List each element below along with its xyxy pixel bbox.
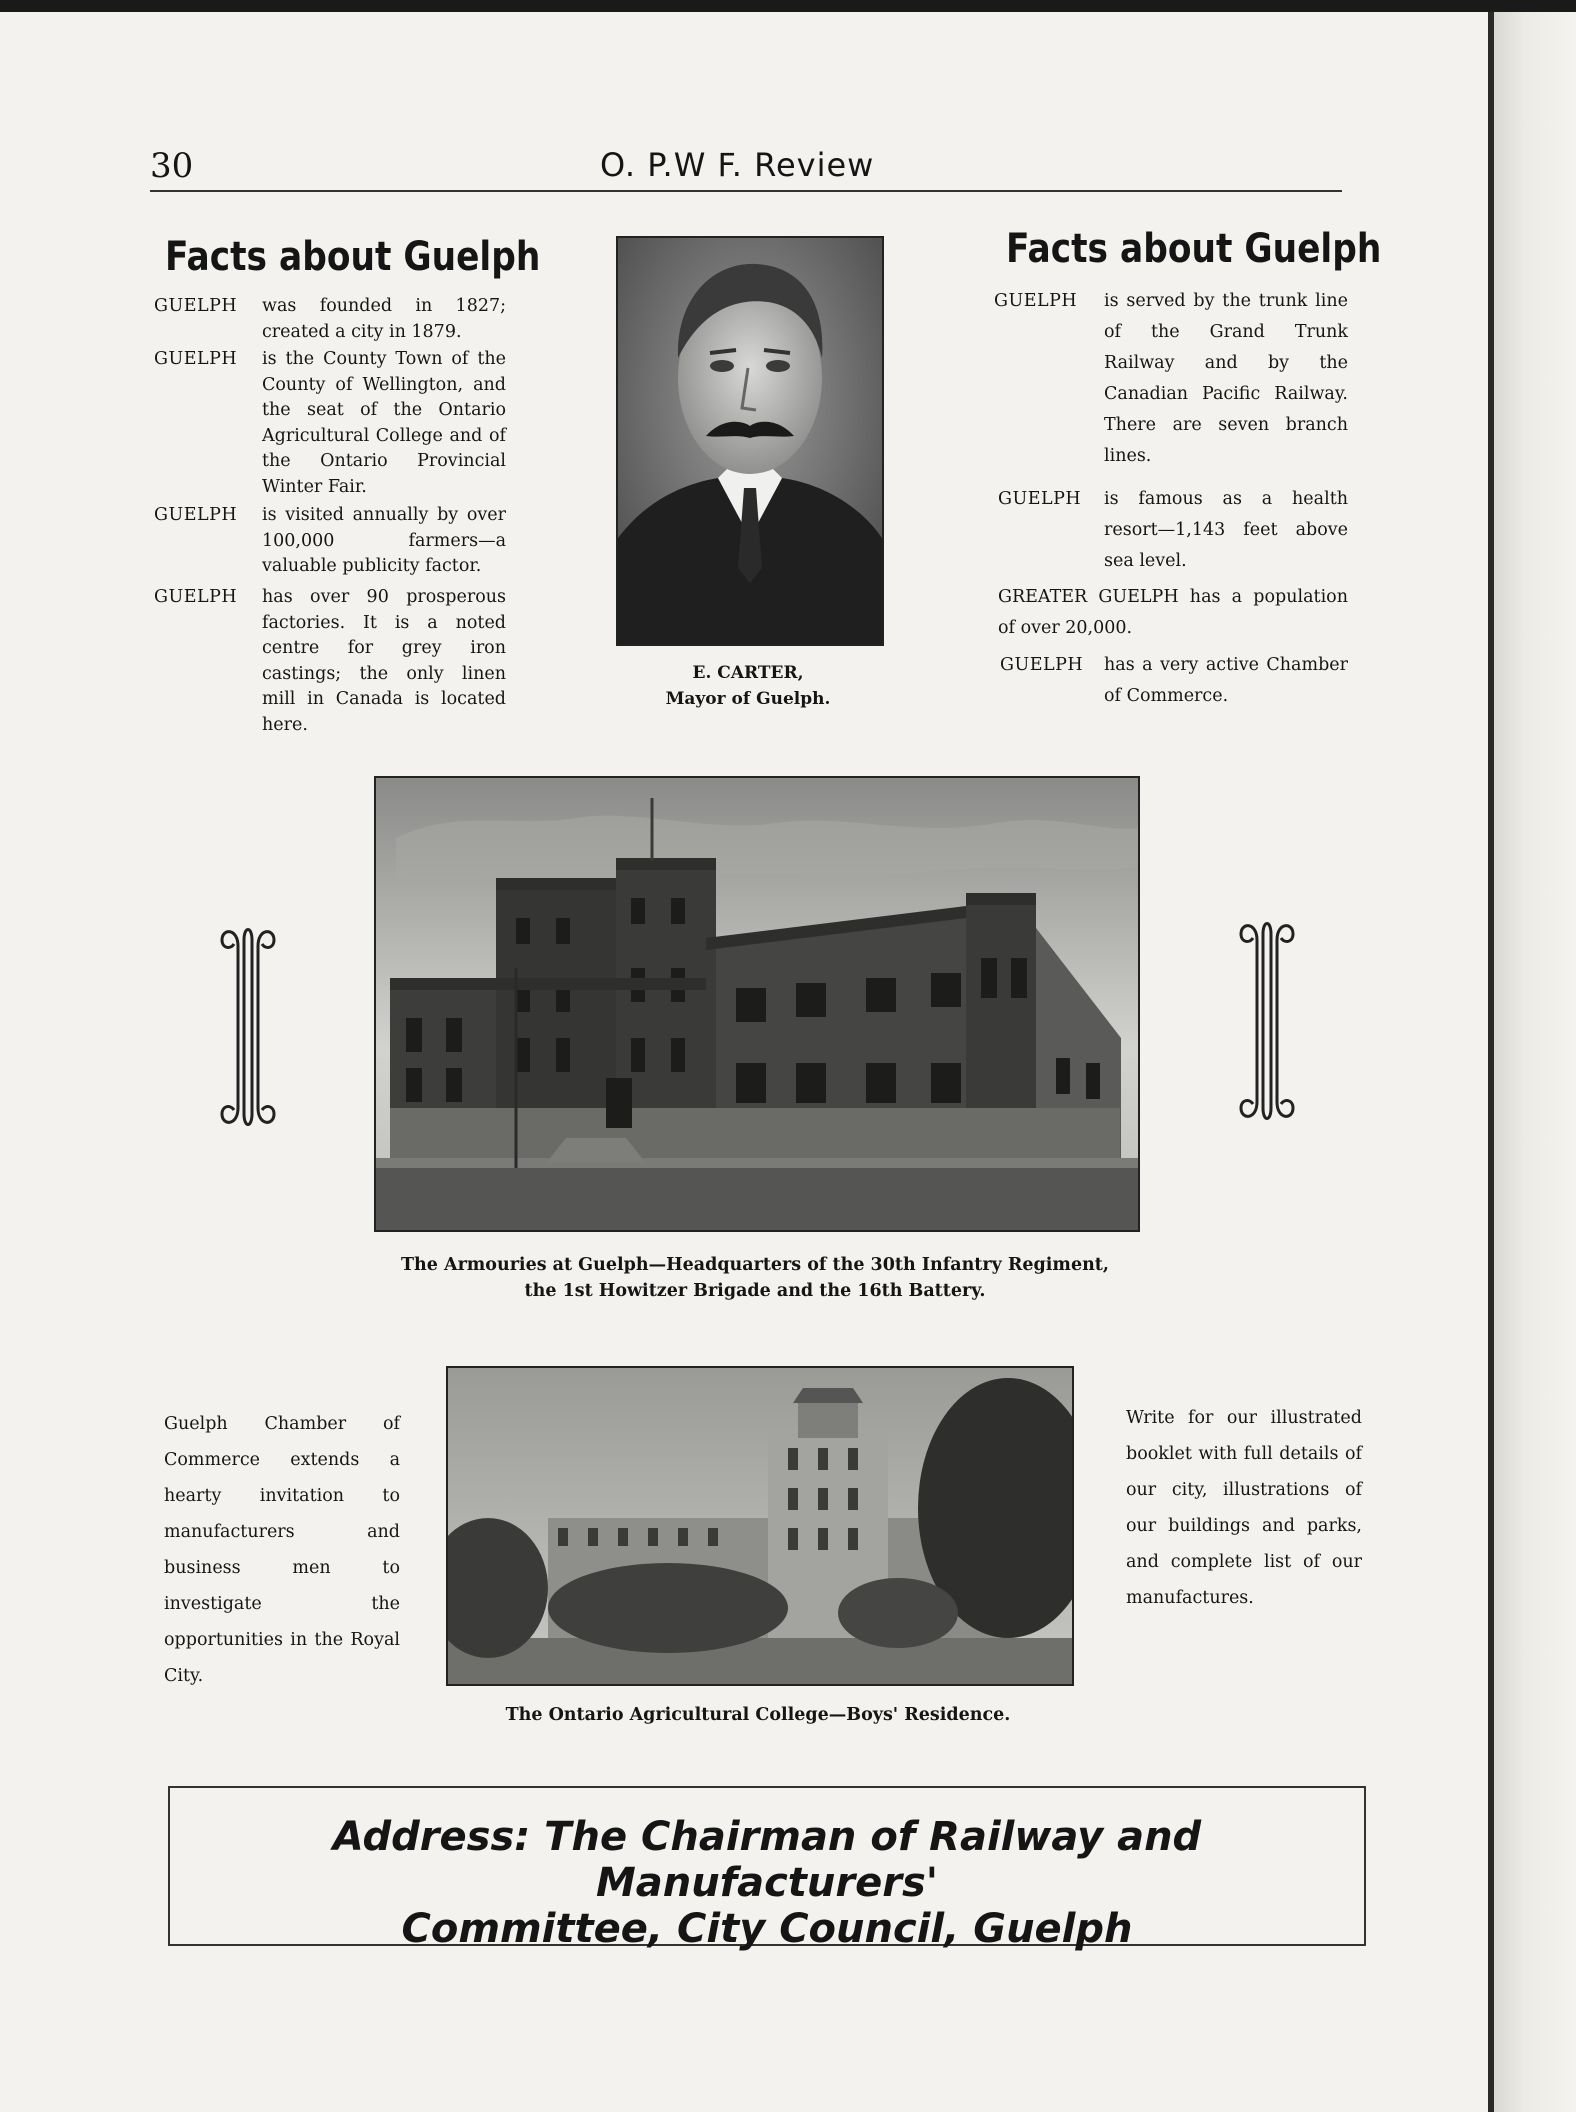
right-fact-3 bbox=[998, 582, 1348, 644]
college-image bbox=[448, 1368, 1072, 1684]
left-fact-4 bbox=[154, 585, 506, 735]
fact-keyword: GUELPH bbox=[154, 349, 238, 369]
armouries-photo bbox=[374, 776, 1140, 1232]
right-fact-1 bbox=[994, 286, 1348, 472]
mayor-portrait bbox=[616, 236, 884, 646]
college-caption: The Ontario Agricultural College—Boys' Residence. bbox=[505, 1705, 1011, 1725]
left-fact-3 bbox=[154, 503, 506, 583]
armouries-image bbox=[376, 778, 1138, 1230]
address-line2: Committee, City Council, Guelph bbox=[401, 1906, 1133, 1952]
fact-text: has over 90 prosperous factories. It is a noted centre for grey iron castings; the only linen mill in Canada is located here. bbox=[262, 587, 506, 735]
running-title: O. P.W F. Review bbox=[600, 146, 875, 184]
page-header bbox=[150, 146, 1342, 192]
fact-keyword: GUELPH bbox=[1000, 655, 1084, 675]
fact-text-wrap bbox=[998, 582, 1348, 644]
college-photo bbox=[446, 1366, 1074, 1686]
header-rule bbox=[150, 190, 1342, 192]
fact-text: has a population of over 20,000. bbox=[998, 587, 1348, 638]
right-fact-2 bbox=[998, 484, 1348, 577]
portrait-image bbox=[618, 238, 882, 644]
invitation-text: Guelph Chamber of Commerce extends a hearty invitation to manufacturers and business men to investigate the opportunities in the Royal City. bbox=[164, 1414, 400, 1686]
fact-keyword: GUELPH bbox=[994, 291, 1078, 311]
fact-keyword: GUELPH bbox=[998, 489, 1082, 509]
armouries-caption bbox=[260, 1252, 1250, 1304]
page-gutter bbox=[1488, 12, 1494, 2112]
fact-text: is visited annually by over 100,000 farmers—a valuable publicity factor. bbox=[262, 505, 506, 576]
fact-text: was founded in 1827; created a city in 1879. bbox=[262, 296, 506, 342]
facing-page-edge bbox=[1490, 12, 1576, 2112]
armouries-caption-line1: The Armouries at Guelph—Headquarters of the 30th Infantry Regiment, bbox=[401, 1255, 1109, 1275]
page-number: 30 bbox=[150, 146, 194, 186]
left-fact-1 bbox=[154, 294, 506, 346]
right-ornament bbox=[1233, 910, 1301, 1132]
fact-keyword: GUELPH bbox=[154, 296, 238, 316]
fact-text: is famous as a health resort—1,143 feet above sea level. bbox=[1104, 489, 1348, 571]
address-text bbox=[170, 1814, 1364, 1952]
address-box bbox=[168, 1786, 1366, 1952]
booklet-text: Write for our illustrated booklet with full details of our city, illustrations of our buildings and parks, and complete list of our manufactures. bbox=[1126, 1408, 1362, 1608]
fact-keyword: GUELPH bbox=[154, 587, 238, 607]
fact-keyword: GUELPH bbox=[154, 505, 238, 525]
left-fact-2 bbox=[154, 347, 506, 507]
address-line1: Address: The Chairman of Railway and Manufacturers' bbox=[332, 1814, 1202, 1906]
caption-title: Mayor of Guelph. bbox=[665, 689, 831, 709]
caption-name: E. CARTER, bbox=[692, 663, 804, 683]
left-facts-title: Facts about Guelph bbox=[165, 234, 541, 280]
fact-text: is served by the trunk line of the Grand Trunk Railway and by the Canadian Pacific Railway. There are seven branch lines. bbox=[1104, 291, 1348, 466]
fact-text: is the County Town of the County of Wellington, and the seat of the Ontario Agricultural College and of the Ontario Provincial Winter Fair. bbox=[262, 349, 506, 497]
fact-text: has a very active Chamber of Commerce. bbox=[1104, 655, 1348, 706]
portrait-caption bbox=[616, 660, 880, 712]
armouries-caption-line2: the 1st Howitzer Brigade and the 16th Battery. bbox=[524, 1281, 986, 1301]
right-fact-4 bbox=[1000, 650, 1348, 712]
right-facts-title: Facts about Guelph bbox=[1006, 226, 1382, 272]
fact-keyword: GREATER GUELPH bbox=[998, 587, 1179, 607]
left-ornament bbox=[214, 916, 282, 1138]
